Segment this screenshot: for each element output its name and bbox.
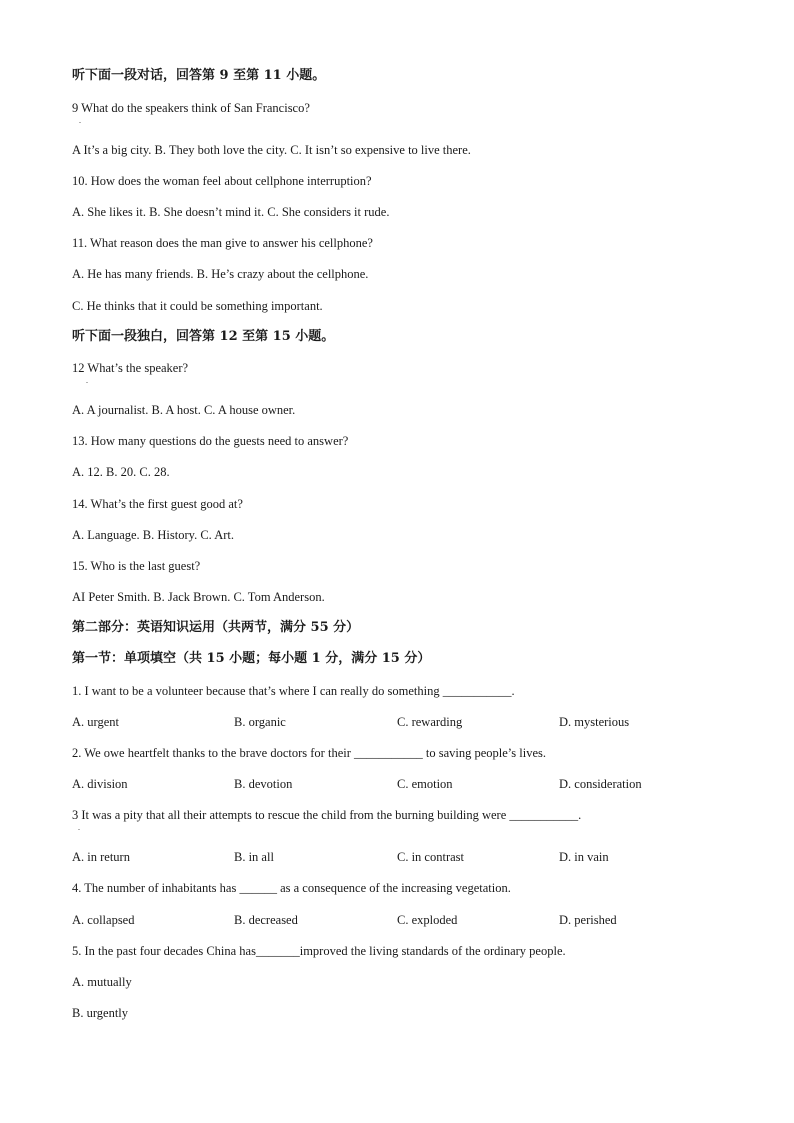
question-15: 15. Who is the last guest? <box>72 559 201 573</box>
mc-4-option-b: B. decreased <box>234 913 298 927</box>
mc-3-option-a: A. in return <box>72 850 130 864</box>
mc-question-1: 1. I want to be a volunteer because that’s where I can really do something ___________. <box>72 684 515 698</box>
mc-2-option-a: A. division <box>72 777 128 791</box>
question-10: 10. How does the woman feel about cellphone interruption? <box>72 174 372 188</box>
mc-5-option-a: A. mutually <box>72 975 132 989</box>
mc-1-option-a: A. urgent <box>72 715 119 729</box>
mc-2-option-d: D. consideration <box>559 777 642 791</box>
mc-2-option-b: B. devotion <box>234 777 293 791</box>
punctuation-dot: . <box>86 376 88 385</box>
question-9: 9 What do the speakers think of San Francisco? <box>72 101 310 115</box>
punctuation-dot: . <box>79 116 81 125</box>
mc-3-option-c: C. in contrast <box>397 850 465 864</box>
section-heading-9-11: 听下面一段对话，回答第 9 至第 11 小题。 <box>72 68 326 83</box>
punctuation-dot: . <box>78 823 80 832</box>
question-12: 12 What’s the speaker? <box>72 361 189 375</box>
mc-3-option-d: D. in vain <box>559 850 609 864</box>
mc-question-4: 4. The number of inhabitants has ______ as a consequence of the increasing vegetation. <box>72 881 511 895</box>
mc-4-option-c: C. exploded <box>397 913 458 927</box>
part-two-title: 第二部分：英语知识运用（共两节，满分 55 分） <box>72 620 360 635</box>
mc-5-option-b: B. urgently <box>72 1006 129 1020</box>
question-11-options-ab: A. He has many friends. B. He’s crazy about the cellphone. <box>72 267 369 281</box>
question-13-options: A. 12. B. 20. C. 28. <box>72 465 170 479</box>
mc-question-5: 5. In the past four decades China has_______improved the living standards of the ordinary people. <box>72 944 566 958</box>
mc-1-option-d: D. mysterious <box>559 715 630 729</box>
question-11: 11. What reason does the man give to answer his cellphone? <box>72 236 373 250</box>
section-heading-12-15: 听下面一段独白，回答第 12 至第 15 小题。 <box>72 329 335 344</box>
mc-question-3: 3 It was a pity that all their attempts to rescue the child from the burning building were ___________. <box>72 808 582 822</box>
question-11-option-c: C. He thinks that it could be something important. <box>72 299 323 313</box>
question-13: 13. How many questions do the guests need to answer? <box>72 434 349 448</box>
question-15-options: AI Peter Smith. B. Jack Brown. C. Tom Anderson. <box>72 590 325 604</box>
part-two-section-one-title: 第一节：单项填空（共 15 小题；每小题 1 分，满分 15 分） <box>72 651 431 666</box>
mc-4-option-a: A. collapsed <box>72 913 135 927</box>
question-14: 14. What’s the first guest good at? <box>72 497 243 511</box>
mc-1-option-c: C. rewarding <box>397 715 463 729</box>
mc-4-option-d: D. perished <box>559 913 617 927</box>
mc-question-2: 2. We owe heartfelt thanks to the brave doctors for their ___________ to saving people’s lives. <box>72 746 546 760</box>
mc-2-option-c: C. emotion <box>397 777 453 791</box>
mc-3-option-b: B. in all <box>234 850 274 864</box>
mc-1-option-b: B. organic <box>234 715 286 729</box>
question-10-options: A. She likes it. B. She doesn’t mind it. C. She considers it rude. <box>72 205 390 219</box>
question-14-options: A. Language. B. History. C. Art. <box>72 528 235 542</box>
question-12-options: A. A journalist. B. A host. C. A house owner. <box>72 403 296 417</box>
question-9-options: A It’s a big city. B. They both love the city. C. It isn’t so expensive to live there. <box>72 143 471 157</box>
